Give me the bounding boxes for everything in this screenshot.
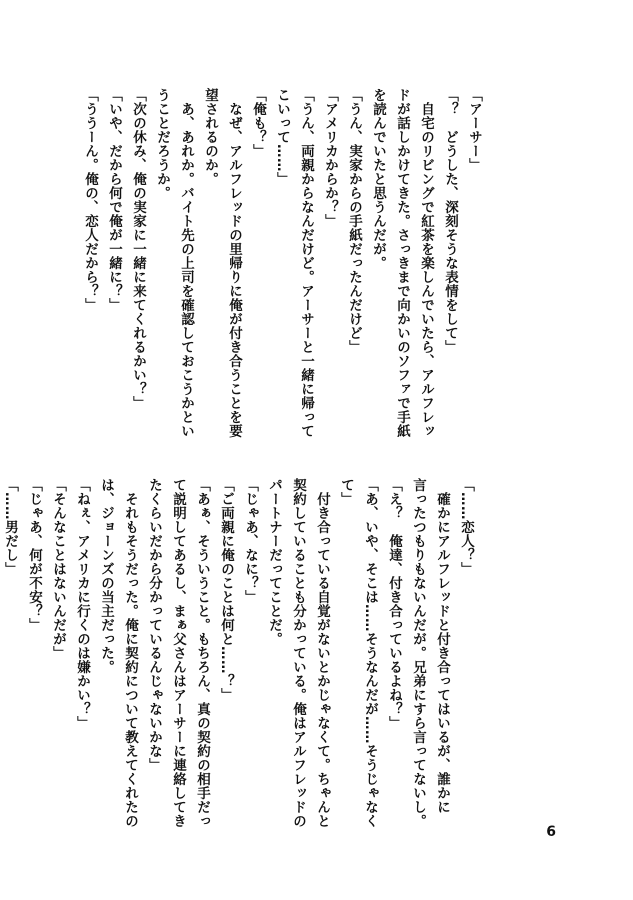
text-line: 「次の休み、俺の実家に一緒に来てくれるかい？」 bbox=[130, 88, 146, 410]
text-line: て」 bbox=[338, 478, 354, 506]
text-line: 「……恋人？」 bbox=[458, 478, 474, 576]
text-line: 「うん、実家からの手紙だったんだけど」 bbox=[346, 88, 362, 354]
text-line: ドが話しかけてきた。さっきまで向かいのソファで手紙 bbox=[394, 88, 410, 438]
text-line: 「ううーん。俺の、恋人だから？」 bbox=[82, 88, 98, 312]
text-line: は、ジョーンズの当主だった。 bbox=[98, 478, 114, 674]
text-line: を読んでいたと思うんだが。 bbox=[370, 88, 386, 270]
text-line: 付き合っている自覚がないとかじゃなくて。ちゃんと bbox=[314, 478, 330, 828]
text-line: あ、あれか。バイト先の上司を確認しておこうかとい bbox=[178, 88, 194, 438]
text-line: 「あ、いや、そこは……そうなんだが……そうじゃなく bbox=[362, 478, 378, 828]
text-line: 「いや、だから何で俺が一緒に？」 bbox=[106, 88, 122, 312]
text-line: 「そんなことはないんだが」 bbox=[50, 478, 66, 660]
text-line: 言ったつもりもないんだが。兄弟にすら言ってないし。 bbox=[410, 478, 426, 828]
text-line: 「……男だし」 bbox=[2, 478, 18, 576]
text-line: パートナーだってことだ。 bbox=[266, 478, 282, 646]
text-line: 望されるのか。 bbox=[202, 88, 218, 186]
text-line: て説明してあるし、まぁ父さんはアーサーに連絡してき bbox=[170, 478, 186, 828]
text-line: 確かにアルフレッドと付き合ってはいるが、誰かに bbox=[434, 478, 450, 814]
text-line: 「アメリカからか？」 bbox=[322, 88, 338, 228]
text-line: 「じゃあ、なに？」 bbox=[242, 478, 258, 604]
text-line: たくらいだから分かっているんじゃないかな」 bbox=[146, 478, 162, 772]
text-line: 「ねぇ、アメリカに行くのは嫌かい？」 bbox=[74, 478, 90, 730]
top-text-block bbox=[78, 88, 486, 438]
text-line: 「？ どうした、深刻そうな表情をして」 bbox=[442, 88, 458, 354]
text-line: 「え？ 俺達、付き合っているよね？」 bbox=[386, 478, 402, 730]
text-line: こいって……」 bbox=[274, 88, 290, 186]
text-line: なぜ、アルフレッドの里帰りに俺が付き合うことを要 bbox=[226, 88, 242, 438]
bottom-text-block bbox=[0, 478, 478, 828]
text-line: 「俺も？」 bbox=[250, 88, 266, 158]
text-line: うことだろうか。 bbox=[154, 88, 170, 200]
text-line: 「あぁ、そういうこと。もちろん、真の契約の相手だっ bbox=[194, 478, 210, 828]
text-line: 「アーサー」 bbox=[466, 88, 482, 172]
text-line: それもそうだった。俺に契約について教えてくれたの bbox=[122, 478, 138, 828]
text-line: 「じゃあ、何が不安？」 bbox=[26, 478, 42, 632]
text-line: 自宅のリビングで紅茶を楽しんでいたら、アルフレッ bbox=[418, 88, 434, 438]
text-line: 契約していることも分かっている。俺はアルフレッドの bbox=[290, 478, 306, 828]
text-line: 「ご両親に俺のことは何と……？」 bbox=[218, 478, 234, 702]
page-number: 6 bbox=[546, 824, 556, 840]
text-line: 「うん、両親からなんだけど。アーサーと一緒に帰って bbox=[298, 88, 314, 438]
